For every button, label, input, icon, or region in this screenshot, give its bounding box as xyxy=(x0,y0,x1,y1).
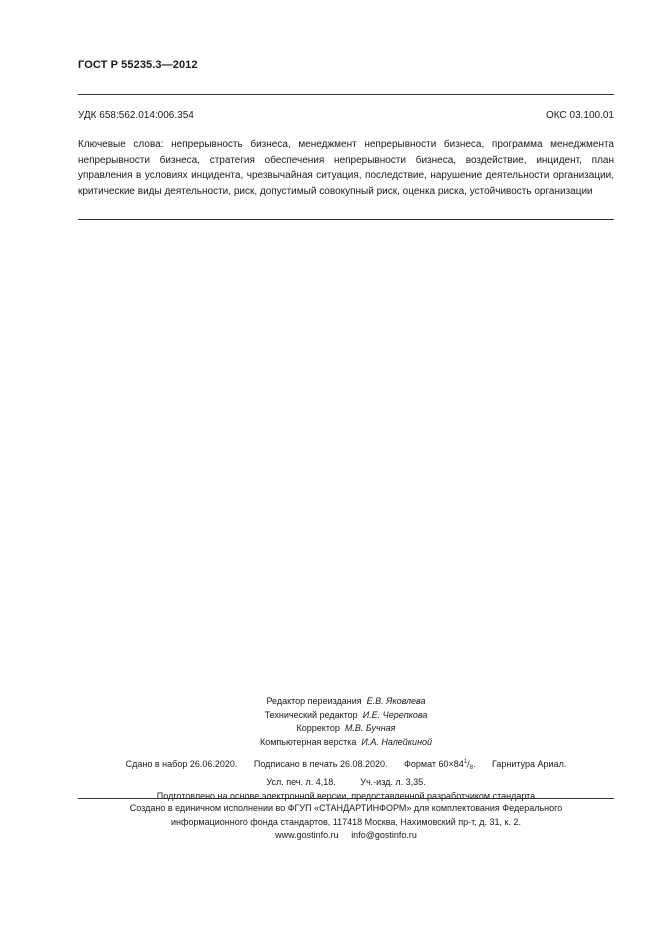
footer-contacts xyxy=(78,829,614,843)
email-link[interactable]: info@gostinfo.ru xyxy=(351,830,417,840)
publication-info xyxy=(78,755,614,803)
credit-role: Корректор xyxy=(296,723,340,733)
footer-line-1: Создано в единичном исполнении во ФГУП «СТАНДАРТИНФОРМ» для комплектования Федерального xyxy=(129,803,563,813)
publication-row-1 xyxy=(78,755,614,775)
print-format: Формат $60\times 84^1/_8$. xyxy=(404,759,476,771)
footer-line-2: информационного фонда стандартов, 117418 Москва, Нахимовский пр-т, д. 31, к. 2. xyxy=(170,816,522,827)
keywords-rule xyxy=(78,219,614,220)
credits-block xyxy=(78,695,614,749)
credit-role: Компьютерная верстка xyxy=(259,736,357,747)
credit-name: Е.В. Яковлева xyxy=(366,696,426,706)
typeface: Гарнитура Ариал. xyxy=(492,759,567,769)
credit-role: Технический редактор xyxy=(264,709,358,720)
credit-editor xyxy=(78,695,614,709)
typeset-date: Сдано в набор 26.06.2020. xyxy=(125,759,238,769)
print-sheets: Усл. печ. л. 4,18. xyxy=(266,777,336,787)
publication-row-2 xyxy=(78,775,614,789)
keywords-paragraph: Ключевые слова: непрерывность бизнеса, менеджмент непрерывности бизнеса, программа менеджмента непрерывности бизнеса, стратегия обеспечения непрерывности бизнеса, воздействие, инцидент, план управления в условиях инцидента, чрезвычайная ситуация, последствие, нарушение деятельности организации, критические виды деятельности, риск, допустимый совокупный риск, оценка риска, устойчивость организации xyxy=(78,139,614,197)
udc-code: УДК 658:562.014:006.354 xyxy=(78,110,194,121)
credit-name: М.В. Бучная xyxy=(344,723,396,733)
edition-sheets: Уч.-изд. л. 3,35. xyxy=(360,777,426,787)
signed-date: Подписано в печать 26.08.2020. xyxy=(253,759,388,769)
footer-rule xyxy=(78,798,614,799)
website-link[interactable]: www.gostinfo.ru xyxy=(275,830,339,840)
credit-name: И.А. Налейкиной xyxy=(361,736,433,747)
credit-name: И.Е. Черепкова xyxy=(362,709,428,720)
credit-proofreader xyxy=(78,722,614,736)
prepared-note: Подготовлено на основе электронной версии, предоставленной разработчиком стандарта xyxy=(156,791,536,801)
credit-role: Редактор переиздания xyxy=(266,696,362,706)
header-rule xyxy=(78,94,614,95)
footer-block xyxy=(78,802,614,843)
document-code: ГОСТ Р 55235.3—2012 xyxy=(78,59,198,71)
credit-tech-editor xyxy=(78,709,614,723)
credit-layout xyxy=(78,736,614,750)
oks-code: ОКС 03.100.01 xyxy=(546,110,614,121)
